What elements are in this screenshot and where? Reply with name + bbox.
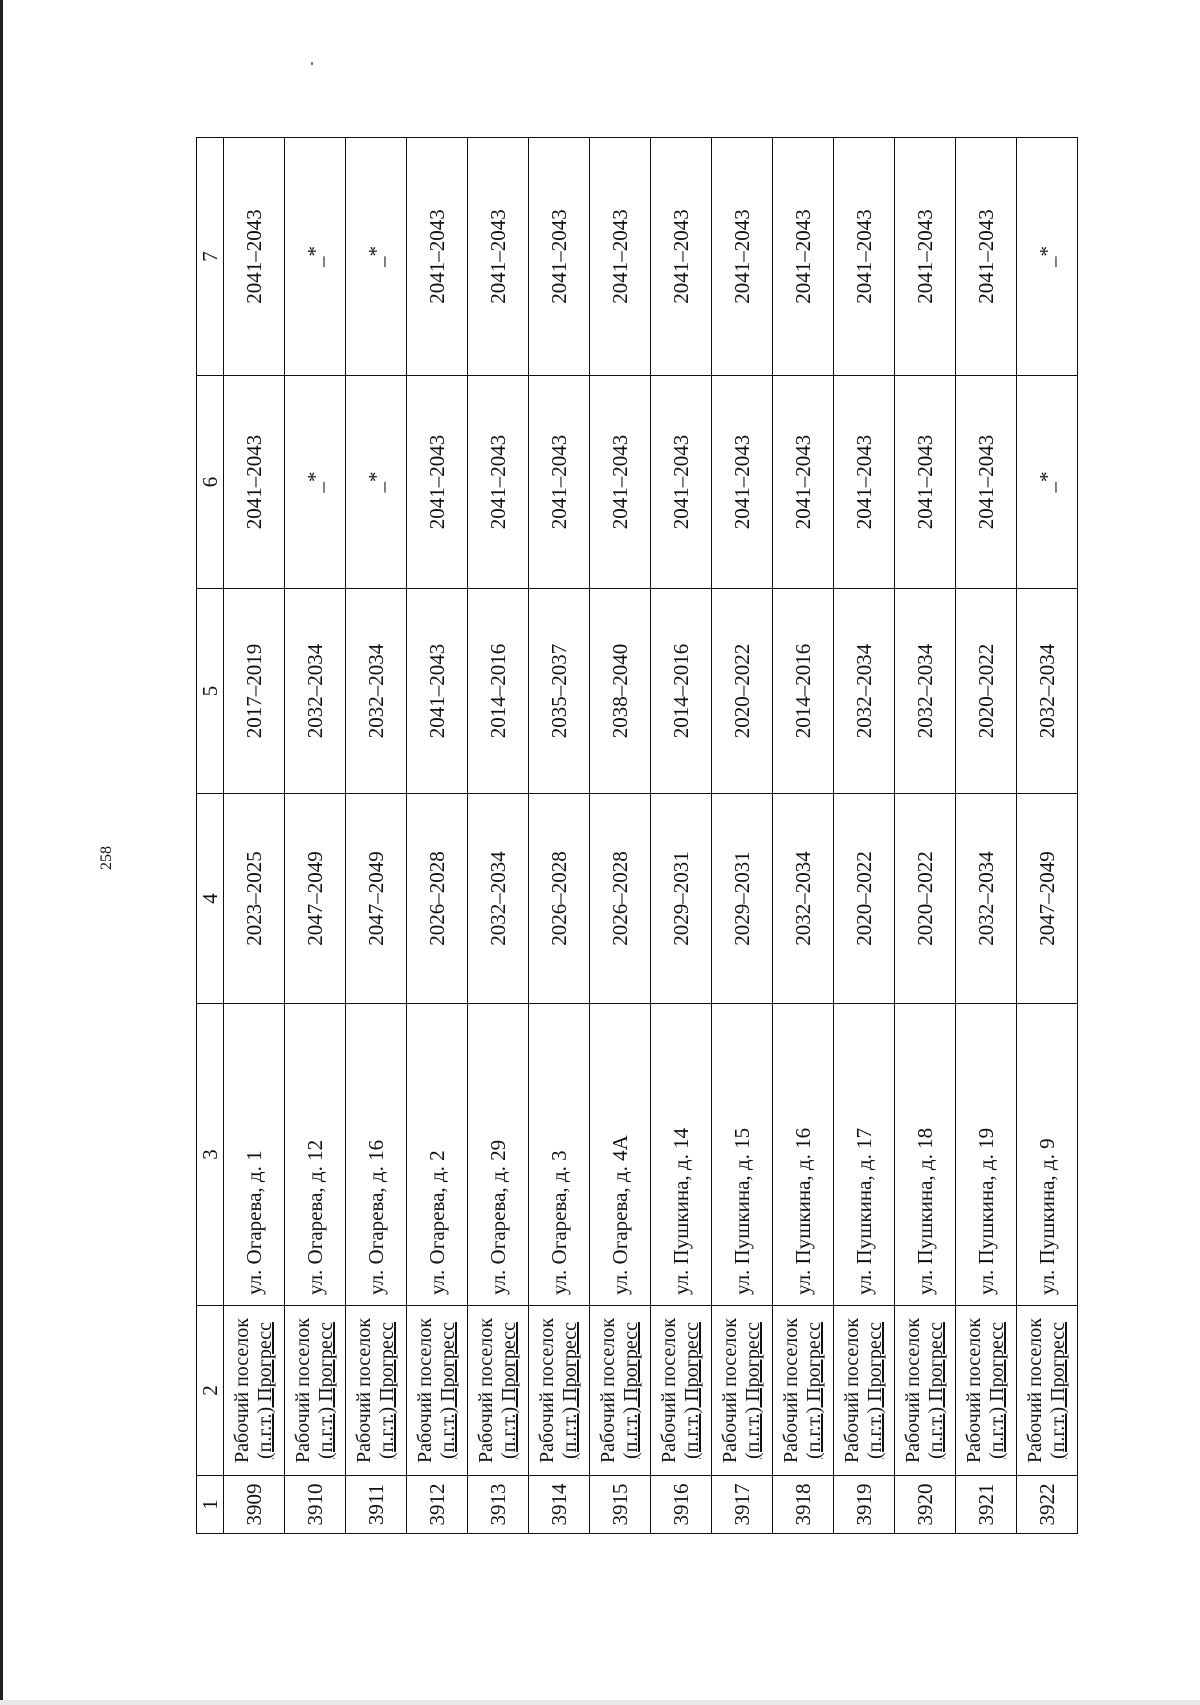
period-col-7: 2041–2043 bbox=[895, 138, 956, 376]
table-row bbox=[590, 138, 651, 1534]
locality-cell bbox=[712, 1306, 773, 1476]
period-col-5: 2038–2040 bbox=[590, 589, 651, 794]
locality-line-2: (п.г.т.) Прогресс bbox=[925, 1322, 947, 1459]
period-col-4: 2020–2022 bbox=[834, 794, 895, 1004]
locality-cell bbox=[651, 1306, 712, 1476]
locality-cell bbox=[285, 1306, 346, 1476]
table-row bbox=[468, 138, 529, 1534]
period-col-6: _* bbox=[346, 376, 407, 589]
scan-left-edge bbox=[0, 0, 3, 1705]
period-col-5: 2032–2034 bbox=[346, 589, 407, 794]
locality-cell bbox=[834, 1306, 895, 1476]
period-col-7: 2041–2043 bbox=[712, 138, 773, 376]
locality-line-2: (п.г.т.) Прогресс bbox=[315, 1322, 337, 1459]
period-col-7: 2041–2043 bbox=[956, 138, 1017, 376]
table-row bbox=[1017, 138, 1078, 1534]
locality-cell bbox=[346, 1306, 407, 1476]
row-number: 3918 bbox=[773, 1476, 834, 1534]
period-col-4: 2029–2031 bbox=[712, 794, 773, 1004]
period-col-5: 2014–2016 bbox=[773, 589, 834, 794]
period-col-7: _* bbox=[285, 138, 346, 376]
locality-line-1: Рабочий поселок bbox=[292, 1317, 314, 1464]
period-col-6: 2041–2043 bbox=[590, 376, 651, 589]
row-number: 3916 bbox=[651, 1476, 712, 1534]
period-col-7: 2041–2043 bbox=[468, 138, 529, 376]
row-number: 3920 bbox=[895, 1476, 956, 1534]
locality-line-2: (п.г.т.) Прогресс bbox=[376, 1322, 398, 1459]
locality-cell bbox=[224, 1306, 285, 1476]
header-col-6: 6 bbox=[197, 376, 224, 589]
period-col-4: 2047–2049 bbox=[1017, 794, 1078, 1004]
address-cell: ул. Огарева, д. 29 bbox=[468, 1004, 529, 1306]
period-col-5: 2032–2034 bbox=[834, 589, 895, 794]
period-col-4: 2032–2034 bbox=[773, 794, 834, 1004]
locality-line-1: Рабочий поселок bbox=[1024, 1317, 1046, 1464]
address-cell: ул. Пушкина, д. 16 bbox=[773, 1004, 834, 1306]
address-cell: ул. Огарева, д. 2 bbox=[407, 1004, 468, 1306]
period-col-5: 2014–2016 bbox=[468, 589, 529, 794]
rotated-table-container bbox=[196, 138, 1078, 1534]
period-col-4: 2047–2049 bbox=[346, 794, 407, 1004]
locality-line-2: (п.г.т.) Прогресс bbox=[681, 1322, 703, 1459]
scan-speck bbox=[311, 62, 313, 65]
period-col-6: 2041–2043 bbox=[834, 376, 895, 589]
scan-bottom-edge bbox=[0, 1700, 1200, 1705]
table-row bbox=[529, 138, 590, 1534]
locality-cell bbox=[895, 1306, 956, 1476]
table-row bbox=[773, 138, 834, 1534]
period-col-7: 2041–2043 bbox=[651, 138, 712, 376]
period-col-7: 2041–2043 bbox=[529, 138, 590, 376]
period-col-4: 2026–2028 bbox=[529, 794, 590, 1004]
period-col-6: 2041–2043 bbox=[224, 376, 285, 589]
address-cell: ул. Пушкина, д. 17 bbox=[834, 1004, 895, 1306]
period-col-7: 2041–2043 bbox=[224, 138, 285, 376]
locality-line-1: Рабочий поселок bbox=[414, 1317, 436, 1464]
address-cell: ул. Пушкина, д. 14 bbox=[651, 1004, 712, 1306]
period-col-5: 2014–2016 bbox=[651, 589, 712, 794]
period-col-7: 2041–2043 bbox=[407, 138, 468, 376]
table-header-row bbox=[197, 138, 224, 1534]
locality-line-2: (п.г.т.) Прогресс bbox=[498, 1322, 520, 1459]
period-col-4: 2032–2034 bbox=[956, 794, 1017, 1004]
table-row bbox=[956, 138, 1017, 1534]
period-col-4: 2026–2028 bbox=[407, 794, 468, 1004]
period-col-5: 2035–2037 bbox=[529, 589, 590, 794]
period-col-6: _* bbox=[1017, 376, 1078, 589]
locality-cell bbox=[407, 1306, 468, 1476]
period-col-4: 2029–2031 bbox=[651, 794, 712, 1004]
period-col-6: _* bbox=[285, 376, 346, 589]
header-col-2: 2 bbox=[197, 1306, 224, 1476]
locality-line-1: Рабочий поселок bbox=[475, 1317, 497, 1464]
locality-cell bbox=[773, 1306, 834, 1476]
locality-line-2: (п.г.т.) Прогресс bbox=[986, 1322, 1008, 1459]
table-row bbox=[834, 138, 895, 1534]
period-col-5: 2032–2034 bbox=[1017, 589, 1078, 794]
locality-line-2: (п.г.т.) Прогресс bbox=[1047, 1322, 1069, 1459]
row-number: 3915 bbox=[590, 1476, 651, 1534]
row-number: 3914 bbox=[529, 1476, 590, 1534]
period-col-6: 2041–2043 bbox=[895, 376, 956, 589]
locality-line-1: Рабочий поселок bbox=[597, 1317, 619, 1464]
table-row bbox=[346, 138, 407, 1534]
table-row bbox=[224, 138, 285, 1534]
header-col-1: 1 bbox=[197, 1476, 224, 1534]
locality-cell bbox=[956, 1306, 1017, 1476]
period-col-6: 2041–2043 bbox=[529, 376, 590, 589]
period-col-6: 2041–2043 bbox=[407, 376, 468, 589]
address-cell: ул. Пушкина, д. 19 bbox=[956, 1004, 1017, 1306]
period-col-5: 2032–2034 bbox=[895, 589, 956, 794]
row-number: 3913 bbox=[468, 1476, 529, 1534]
address-cell: ул. Огарева, д. 1 bbox=[224, 1004, 285, 1306]
period-col-5: 2020–2022 bbox=[956, 589, 1017, 794]
period-col-7: _* bbox=[346, 138, 407, 376]
period-col-5: 2032–2034 bbox=[285, 589, 346, 794]
address-cell: ул. Огарева, д. 16 bbox=[346, 1004, 407, 1306]
locality-line-2: (п.г.т.) Прогресс bbox=[437, 1322, 459, 1459]
address-cell: ул. Пушкина, д. 15 bbox=[712, 1004, 773, 1306]
table-row bbox=[285, 138, 346, 1534]
locality-line-2: (п.г.т.) Прогресс bbox=[620, 1322, 642, 1459]
row-number: 3911 bbox=[346, 1476, 407, 1534]
locality-cell bbox=[468, 1306, 529, 1476]
locality-line-1: Рабочий поселок bbox=[719, 1317, 741, 1464]
address-cell: ул. Огарева, д. 12 bbox=[285, 1004, 346, 1306]
locality-line-1: Рабочий поселок bbox=[902, 1317, 924, 1464]
period-col-7: _* bbox=[1017, 138, 1078, 376]
period-col-7: 2041–2043 bbox=[834, 138, 895, 376]
row-number: 3917 bbox=[712, 1476, 773, 1534]
locality-line-2: (п.г.т.) Прогресс bbox=[864, 1322, 886, 1459]
locality-line-1: Рабочий поселок bbox=[353, 1317, 375, 1464]
period-col-4: 2047–2049 bbox=[285, 794, 346, 1004]
row-number: 3921 bbox=[956, 1476, 1017, 1534]
locality-cell bbox=[1017, 1306, 1078, 1476]
address-cell: ул. Огарева, д. 4А bbox=[590, 1004, 651, 1306]
period-col-4: 2032–2034 bbox=[468, 794, 529, 1004]
page-number: 258 bbox=[98, 846, 115, 870]
period-col-5: 2020–2022 bbox=[712, 589, 773, 794]
locality-line-1: Рабочий поселок bbox=[536, 1317, 558, 1464]
header-col-3: 3 bbox=[197, 1004, 224, 1306]
period-col-5: 2041–2043 bbox=[407, 589, 468, 794]
header-col-7: 7 bbox=[197, 138, 224, 376]
period-col-5: 2017–2019 bbox=[224, 589, 285, 794]
locality-line-1: Рабочий поселок bbox=[780, 1317, 802, 1464]
locality-line-2: (п.г.т.) Прогресс bbox=[742, 1322, 764, 1459]
locality-line-1: Рабочий поселок bbox=[658, 1317, 680, 1464]
locality-line-2: (п.г.т.) Прогресс bbox=[254, 1322, 276, 1459]
row-number: 3909 bbox=[224, 1476, 285, 1534]
locality-line-1: Рабочий поселок bbox=[963, 1317, 985, 1464]
address-cell: ул. Огарева, д. 3 bbox=[529, 1004, 590, 1306]
locality-cell bbox=[590, 1306, 651, 1476]
period-col-6: 2041–2043 bbox=[712, 376, 773, 589]
locality-line-2: (п.г.т.) Прогресс bbox=[559, 1322, 581, 1459]
row-number: 3922 bbox=[1017, 1476, 1078, 1534]
table-row bbox=[895, 138, 956, 1534]
row-number: 3919 bbox=[834, 1476, 895, 1534]
period-col-6: 2041–2043 bbox=[773, 376, 834, 589]
table-row bbox=[712, 138, 773, 1534]
header-col-5: 5 bbox=[197, 589, 224, 794]
period-col-4: 2020–2022 bbox=[895, 794, 956, 1004]
table-row bbox=[651, 138, 712, 1534]
period-col-6: 2041–2043 bbox=[956, 376, 1017, 589]
row-number: 3910 bbox=[285, 1476, 346, 1534]
period-col-7: 2041–2043 bbox=[773, 138, 834, 376]
period-col-4: 2026–2028 bbox=[590, 794, 651, 1004]
housing-register-table bbox=[196, 137, 1078, 1534]
locality-line-1: Рабочий поселок bbox=[231, 1317, 253, 1464]
locality-cell bbox=[529, 1306, 590, 1476]
period-col-7: 2041–2043 bbox=[590, 138, 651, 376]
table-row bbox=[407, 138, 468, 1534]
row-number: 3912 bbox=[407, 1476, 468, 1534]
locality-line-2: (п.г.т.) Прогресс bbox=[803, 1322, 825, 1459]
period-col-4: 2023–2025 bbox=[224, 794, 285, 1004]
period-col-6: 2041–2043 bbox=[651, 376, 712, 589]
locality-line-1: Рабочий поселок bbox=[841, 1317, 863, 1464]
address-cell: ул. Пушкина, д. 18 bbox=[895, 1004, 956, 1306]
period-col-6: 2041–2043 bbox=[468, 376, 529, 589]
header-col-4: 4 bbox=[197, 794, 224, 1004]
address-cell: ул. Пушкина, д. 9 bbox=[1017, 1004, 1078, 1306]
